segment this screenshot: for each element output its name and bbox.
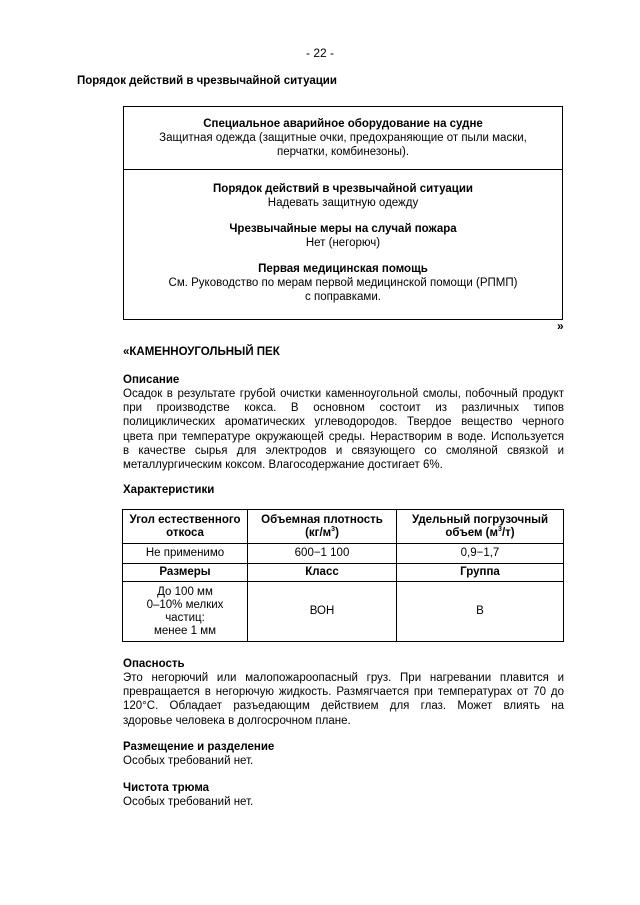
section-title: Порядок действий в чрезвычайной ситуации <box>77 75 337 87</box>
page-number: - 22 - <box>305 46 334 60</box>
characteristics-table <box>122 509 564 642</box>
characteristics-heading: Характеристики <box>123 484 215 496</box>
header-angle: Угол естественного откоса <box>123 510 248 544</box>
header-group: Группа <box>397 564 564 582</box>
table-row <box>123 582 564 642</box>
equipment-title: Специальное аварийное оборудование на судне <box>203 118 483 130</box>
first-aid-text-1: См. Руководство по мерам первой медицинской помощи (РПМП) <box>168 277 518 289</box>
hazard-line: 120°С. Обладает разъедающим действием для глаз. Может влиять на <box>123 700 564 713</box>
table-row <box>123 564 564 582</box>
description-heading: Описание <box>123 374 180 386</box>
description-line: при производстве кокса. В основном состоит из различных типов <box>123 402 564 415</box>
hazard-line: здоровье человека в долгосрочном плане. <box>123 714 351 727</box>
value-class: ВОН <box>248 582 397 642</box>
value-group: В <box>397 582 564 642</box>
emergency-procedure-text: Надевать защитную одежду <box>267 197 419 209</box>
hold-clean-text: Особых требований нет. <box>123 796 254 808</box>
cargo-title: «КАМЕННОУГОЛЬНЫЙ ПЕК <box>123 346 280 358</box>
hold-clean-heading: Чистота трюма <box>123 782 210 794</box>
equipment-box <box>123 106 563 170</box>
hazard-heading: Опасность <box>123 658 185 670</box>
value-angle: Не применимо <box>123 544 248 564</box>
hazard-line: превращается в негорючую жидкость. Размягчается при температурах от 70 до <box>123 686 564 699</box>
description-line: полициклических ароматических углеводородов. Твердое вещество черного <box>123 416 564 429</box>
description-line: цвета при температуре окружающей среды. Нерастворим в воде. Используется <box>123 430 564 443</box>
first-aid-text-2: с поправками. <box>305 291 381 303</box>
value-stowage: 0,9−1,7 <box>397 544 564 564</box>
emergency-box <box>123 170 563 320</box>
header-density: Объемная плотность $(кг/м^3)$ <box>248 510 397 544</box>
equipment-line-2: перчатки, комбинезоны). <box>276 146 410 158</box>
value-density: 600−1 100 <box>248 544 397 564</box>
description-line: в качестве сырья для электродов и связующего со смоляной связкой и <box>123 444 564 457</box>
fire-measures-text: Нет (негорюч) <box>305 237 381 249</box>
fire-measures-heading: Чрезвычайные меры на случай пожара <box>229 223 457 235</box>
description-line: Осадок в результате грубой очистки каменноугольной смолы, побочный продукт <box>123 388 564 400</box>
header-stowage: Удельный погрузочный объем $(м^3/т)$ <box>397 510 564 544</box>
hazard-text <box>123 671 564 728</box>
segregation-text: Особых требований нет. <box>123 755 254 767</box>
table-row <box>123 544 564 564</box>
value-size: До 100 мм 0–10% мелких частиц: менее 1 мм <box>123 582 248 642</box>
first-aid-heading: Первая медицинская помощь <box>258 263 428 275</box>
description-text <box>123 387 564 472</box>
segregation-heading: Размещение и разделение <box>123 741 275 753</box>
table-row <box>123 510 564 544</box>
description-line: металлургическим коксом. Влагосодержание достигает 6%. <box>123 459 443 472</box>
header-size: Размеры <box>123 564 248 582</box>
header-class: Класс <box>248 564 397 582</box>
emergency-procedure-heading: Порядок действий в чрезвычайной ситуации <box>213 183 473 195</box>
equipment-line-1: Защитная одежда (защитные очки, предохраняющие от пыли маски, <box>159 132 527 144</box>
hazard-line: Это негорючий или малопожароопасный груз. При нагревании плавится и <box>123 672 564 684</box>
closing-quote: » <box>557 319 564 333</box>
